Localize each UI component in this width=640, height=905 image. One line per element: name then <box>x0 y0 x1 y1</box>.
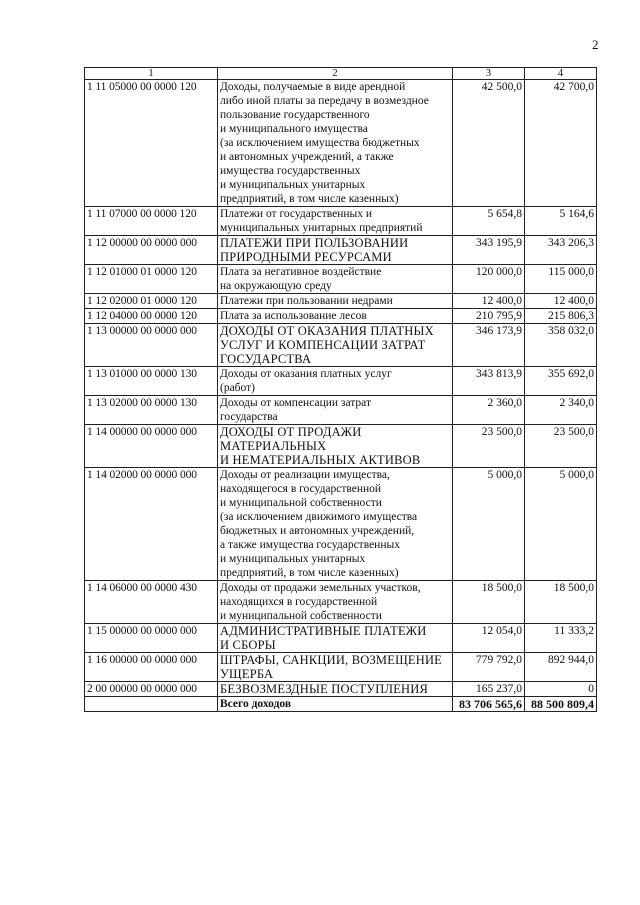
column-header-name: 2 <box>218 68 453 80</box>
value-col-3: 779 792,0 <box>453 653 525 682</box>
table-row <box>85 294 597 309</box>
value-col-4: 892 944,0 <box>525 653 597 682</box>
total-row <box>85 697 597 712</box>
table-row <box>85 682 597 697</box>
revenue-name: ШТРАФЫ, САНКЦИИ, ВОЗМЕЩЕНИЕ УЩЕРБА <box>218 653 453 682</box>
column-header-value-2: 4 <box>525 68 597 80</box>
column-header-code: 1 <box>85 68 218 80</box>
value-col-3: 12 054,0 <box>453 624 525 653</box>
revenue-code: 1 13 02000 00 0000 130 <box>85 396 218 425</box>
value-col-3: 42 500,0 <box>453 80 525 207</box>
table-row <box>85 309 597 324</box>
table-row <box>85 653 597 682</box>
table-body <box>85 80 597 712</box>
revenue-name: Доходы, получаемые в виде арендной либо иной платы за передачу в возмездное пользование государственного и муниципального имущества (за исключением имущества бюджетных и автономных учреждений, а также имущества государственных и муниципальных унитарных предприятий, в том числе казенных) <box>218 80 453 207</box>
revenue-code: 1 14 00000 00 0000 000 <box>85 425 218 468</box>
table-row <box>85 624 597 653</box>
revenue-code: 1 12 01000 01 0000 120 <box>85 265 218 294</box>
value-col-3: 18 500,0 <box>453 581 525 624</box>
total-value-col-4: 88 500 809,4 <box>525 697 597 712</box>
value-col-3: 346 173,9 <box>453 324 525 367</box>
value-col-4: 11 333,2 <box>525 624 597 653</box>
revenue-name: ПЛАТЕЖИ ПРИ ПОЛЬЗОВАНИИ ПРИРОДНЫМИ РЕСУРСАМИ <box>218 236 453 265</box>
table-row <box>85 80 597 207</box>
column-header-value-1: 3 <box>453 68 525 80</box>
revenue-code: 1 13 00000 00 0000 000 <box>85 324 218 367</box>
total-code <box>85 697 218 712</box>
value-col-4: 343 206,3 <box>525 236 597 265</box>
revenue-code: 1 11 05000 00 0000 120 <box>85 80 218 207</box>
revenue-name: Плата за негативное воздействие на окружающую среду <box>218 265 453 294</box>
table-row <box>85 236 597 265</box>
revenue-name: БЕЗВОЗМЕЗДНЫЕ ПОСТУПЛЕНИЯ <box>218 682 453 697</box>
revenue-code: 1 12 02000 01 0000 120 <box>85 294 218 309</box>
revenue-name: Доходы от оказания платных услуг (работ) <box>218 367 453 396</box>
table-row <box>85 581 597 624</box>
revenue-name: Доходы от реализации имущества, находящегося в государственной и муниципальной собственности (за исключением движимого имущества бюджетных и автономных учреждений, а также имущества государственных и муниципальных унитарных предприятий, в том числе казенных) <box>218 468 453 581</box>
value-col-4: 0 <box>525 682 597 697</box>
value-col-4: 355 692,0 <box>525 367 597 396</box>
revenue-table <box>84 67 597 712</box>
revenue-name: ДОХОДЫ ОТ ПРОДАЖИ МАТЕРИАЛЬНЫХ И НЕМАТЕРИАЛЬНЫХ АКТИВОВ <box>218 425 453 468</box>
revenue-code: 1 16 00000 00 0000 000 <box>85 653 218 682</box>
table-row <box>85 324 597 367</box>
table-row <box>85 207 597 236</box>
revenue-code: 1 14 06000 00 0000 430 <box>85 581 218 624</box>
revenue-code: 2 00 00000 00 0000 000 <box>85 682 218 697</box>
value-col-4: 23 500,0 <box>525 425 597 468</box>
value-col-4: 12 400,0 <box>525 294 597 309</box>
value-col-4: 18 500,0 <box>525 581 597 624</box>
value-col-3: 165 237,0 <box>453 682 525 697</box>
table-row <box>85 367 597 396</box>
revenue-name: ДОХОДЫ ОТ ОКАЗАНИЯ ПЛАТНЫХ УСЛУГ И КОМПЕНСАЦИИ ЗАТРАТ ГОСУДАРСТВА <box>218 324 453 367</box>
revenue-code: 1 11 07000 00 0000 120 <box>85 207 218 236</box>
value-col-3: 210 795,9 <box>453 309 525 324</box>
revenue-code: 1 14 02000 00 0000 000 <box>85 468 218 581</box>
revenue-name: АДМИНИСТРАТИВНЫЕ ПЛАТЕЖИ И СБОРЫ <box>218 624 453 653</box>
value-col-3: 343 195,9 <box>453 236 525 265</box>
value-col-3: 12 400,0 <box>453 294 525 309</box>
value-col-4: 115 000,0 <box>525 265 597 294</box>
revenue-code: 1 12 00000 00 0000 000 <box>85 236 218 265</box>
revenue-code: 1 12 04000 00 0000 120 <box>85 309 218 324</box>
value-col-3: 343 813,9 <box>453 367 525 396</box>
table-row <box>85 265 597 294</box>
total-value-col-3: 83 706 565,6 <box>453 697 525 712</box>
value-col-3: 120 000,0 <box>453 265 525 294</box>
value-col-3: 5 654,8 <box>453 207 525 236</box>
total-label: Всего доходов <box>218 697 453 712</box>
revenue-name: Доходы от компенсации затрат государства <box>218 396 453 425</box>
table-header <box>85 68 597 80</box>
table-row <box>85 425 597 468</box>
value-col-3: 23 500,0 <box>453 425 525 468</box>
revenue-code: 1 13 01000 00 0000 130 <box>85 367 218 396</box>
revenue-name: Платежи от государственных и муниципальных унитарных предприятий <box>218 207 453 236</box>
table-row <box>85 396 597 425</box>
value-col-4: 5 000,0 <box>525 468 597 581</box>
value-col-4: 358 032,0 <box>525 324 597 367</box>
value-col-4: 215 806,3 <box>525 309 597 324</box>
revenue-code: 1 15 00000 00 0000 000 <box>85 624 218 653</box>
value-col-4: 42 700,0 <box>525 80 597 207</box>
value-col-3: 2 360,0 <box>453 396 525 425</box>
value-col-3: 5 000,0 <box>453 468 525 581</box>
value-col-4: 5 164,6 <box>525 207 597 236</box>
revenue-name: Платежи при пользовании недрами <box>218 294 453 309</box>
page-number: 2 <box>592 37 599 52</box>
table-row <box>85 468 597 581</box>
revenue-name: Доходы от продажи земельных участков, находящихся в государственной и муниципальной собственности <box>218 581 453 624</box>
revenue-name: Плата за использование лесов <box>218 309 453 324</box>
column-number-row <box>85 68 597 80</box>
value-col-4: 2 340,0 <box>525 396 597 425</box>
